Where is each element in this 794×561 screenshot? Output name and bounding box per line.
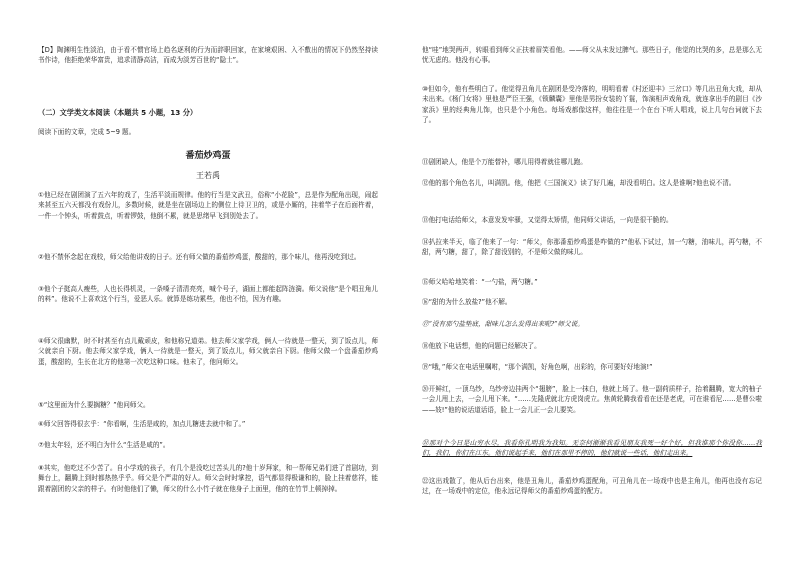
paragraph-20 bbox=[422, 384, 762, 415]
paragraph-6 bbox=[38, 419, 378, 429]
paragraph-12 bbox=[422, 178, 762, 188]
right-column bbox=[422, 0, 762, 561]
paragraph-1-text: ①他已经在剧团演了五六年的戏了，生活平淡而规律。他的行当是文武丑，俗称“小花脸”，总是作为配角出现，闹起来甚至五六天都没有戏份儿，多数时候，就是坐在剧场边上的侧位上待卫卫的，或是小厮的，挂着竿子在后面杵着，一件一个钟头，听着鼓点，听着锣鼓，他倒不累，就是思绪早飞到别处去了。 bbox=[38, 191, 378, 220]
paragraph-9-cont-text: 他“哇”地哭两声，转眼看到师父正扶着眉笑看他。——师父从未发过脾气。那些日子，他觉的比哭的多，总是那么无忧无虑的。他没有心事。 bbox=[422, 46, 762, 65]
paragraph-13-text: ⑬他打电话给师父，本意发发牢骚，又觉得太矫情，他同师父讲话，一向是很干脆的。 bbox=[422, 216, 673, 224]
section-heading-text: （二）文学类文本阅读（本题共 5 小题，13 分） bbox=[38, 108, 198, 117]
paragraph-8-text: ⑧其实，他吃过不少苦了。自小学戏的孩子，有几个是没吃过苦头儿的?他十岁拜家，和一帮师兄弟们进了首剧功，到舞台上，翻腾上到时都热热乎乎。师父是个严肃的好人。师父会时时掌控，语气都显得极谦和的，脸上挂着慈祥，能跟着剧团的父亲的样子。有时他他们了懒，师父的什么小竹子就在他身子上面里，他的在竹节上顿掉掉。 bbox=[38, 464, 378, 493]
paragraph-18-text: ⑱他放下电话想，他的问题已经解决了。 bbox=[422, 342, 541, 350]
paragraph-14-text: ⑭扒拉来半天，临了他来了一句：“师父，你那番茄炒鸡蛋是咋做的?”他私下试过，加一勺糖，油味儿，再勺糖，不甜，两勺糖，甜了，除了甜没别的，不是师父做的味儿。 bbox=[422, 238, 762, 257]
story-author bbox=[38, 170, 378, 181]
paragraph-10-text: ⑩但如今，他有些明白了。他觉得丑角儿在剧团是受冷落的，明明看着《村还迎丰》三岔口》等几出丑角大戏，却从未出来。《杨门女将》里他是严臣王强，《锁麟囊》里他是男扮女装的丫鬟，饰演相声戏角戏，就连拿出手的剧目《沙家浜》里的经典角儿饰，也只是个小角色。每场戏都像这样，他往往是一个在台下听人唱戏，说上几句台词就下去了。 bbox=[422, 85, 762, 125]
paragraph-4 bbox=[38, 336, 378, 367]
left-column bbox=[38, 0, 378, 561]
paragraph-11 bbox=[422, 157, 762, 167]
paragraph-16 bbox=[422, 297, 762, 307]
instruction bbox=[38, 127, 378, 137]
paragraph-22-text: ㉒这出戏散了，他从后台出来，他是丑角儿，番茄炒鸡蛋配角，可丑角儿在一场戏中也是主角儿，他再也没有忘记过，在一场戏中的定位，他永远记得师父的番茄炒鸡蛋的配方。 bbox=[422, 477, 762, 496]
paragraph-14 bbox=[422, 237, 762, 258]
paragraph-13 bbox=[422, 215, 762, 225]
paragraph-17 bbox=[422, 319, 762, 329]
paragraph-2-text: ②他不禁怀念起在戏校，师父给他讲戏的日子。还有师父做的番茄炒鸡蛋，酸甜的，那个味儿，他再没吃到过。 bbox=[38, 253, 361, 261]
paragraph-18 bbox=[422, 341, 762, 351]
paragraph-11-text: ⑪剧团缺人，他是个万能替补，哪儿用得着就往哪儿跑。 bbox=[422, 158, 587, 166]
paragraph-1 bbox=[38, 190, 378, 221]
paragraph-7 bbox=[38, 440, 378, 450]
option-d-text: 【D】陶渊明生性淡泊，由于看不惯官场上趋名逐利的行为而辞职回家，在家境艰困、入不敷出的情况下仍然坚持读书作诗，他拒绝荣华富贵，追求清静高洁，而成为淡芳百世的“隐士”。 bbox=[38, 46, 378, 65]
paragraph-19 bbox=[422, 362, 762, 372]
paragraph-22 bbox=[422, 476, 762, 497]
paragraph-21 bbox=[422, 438, 762, 459]
section-heading bbox=[38, 108, 378, 118]
paragraph-10 bbox=[422, 84, 762, 126]
paragraph-3-text: ③他个子挺高人瘦些，人也长得机灵，一条嗓子清清亮亮，喊个号子，湖面上都能起阵涟漪。师父说他“是个唱丑角儿的料”。他说不上喜欢这个行当，爱恶人乐。就算是练功累些，他也不怕，因为有趣。 bbox=[38, 285, 378, 304]
paragraph-20-text: ⑳开鲜红，一顶乌纱，乌纱旁边挂两个“翅膀”，脸上一抹白，他就上场了。他一副荷质样子，抬着翻腾，宽大的柚子一会儿甩上去，一会儿甩下来。“……先隆虎就北方虎岗虎立。焦黄轮腾我看看在还是老虎，可在谁看尼……是曹公啦——妓!”他的说话道话语，脸上一会儿正一会儿要笑。 bbox=[422, 385, 762, 414]
story-title-text: 番茄炒鸡蛋 bbox=[185, 151, 231, 161]
paragraph-2 bbox=[38, 252, 378, 262]
paragraph-8 bbox=[38, 463, 378, 494]
paragraph-5 bbox=[38, 400, 378, 410]
paragraph-17-text: ⑰“没有那勺盐垫底，甜味儿怎么发得出来呢?”师父说。 bbox=[422, 320, 584, 328]
paragraph-16-text: ⑯“甜的为什么放盐?”他不解。 bbox=[422, 298, 512, 306]
paragraph-5-text: ⑤“这里面为什么要搁糖？”他问师父。 bbox=[38, 401, 150, 409]
paragraph-7-text: ⑦他太年轻，还不明白为什么“生活是咸的”。 bbox=[38, 441, 170, 449]
paragraph-19-text: ⑲“哦，”师父在电话里嘱咐，“那个满凯，好角色啊，出彩的，你可要好好地演!” bbox=[422, 363, 653, 371]
story-title bbox=[38, 150, 378, 162]
instruction-text: 阅读下面的文章，完成 5~9 题。 bbox=[38, 128, 136, 136]
option-d bbox=[38, 45, 378, 66]
paragraph-12-text: ⑫他的那个角色名儿，叫满凯。他，他把《三国演义》读了好几遍，却没看明白。这人是谁啊?他也说不清。 bbox=[422, 179, 736, 187]
paragraph-9-cont bbox=[422, 45, 762, 66]
paragraph-15 bbox=[422, 277, 762, 287]
paragraph-3 bbox=[38, 284, 378, 305]
paragraph-15-text: ⑮师父哈哈地笑着：“一勺盐，两勺糖。” bbox=[422, 278, 538, 286]
paragraph-6-text: ⑥师父回答得很玄乎：“你看啊，生活是咸的，加点儿糖进去就中和了。” bbox=[38, 420, 246, 428]
story-author-text: 王若禹 bbox=[196, 171, 220, 180]
paragraph-21-text: ㉑那对个今日是山穷水尽，我看你孔明我为我知。无奈何渐渐我看见朋友我死一好个好，但我谁那个你没你……我们，我们，你们在江东。他们说起手来，他们在那里不停的，他们就说一些话，他们走出来。 bbox=[422, 439, 762, 458]
paragraph-4-text: ④师父很幽默，时不时甚至有点儿戴顽皮，和他称兄道弟。他去师父家学戏，俩人一待就是一整天，到了饭点儿，师父就亲自下厨。他去师父家学戏，俩人一待就是一整天，到了饭点儿，师父就亲自下厨。他师父做一个盘番茄炒鸡蛋，酸甜的，生长在北方的他第一次吃这种口味。他未了，他问师父。 bbox=[38, 337, 378, 366]
